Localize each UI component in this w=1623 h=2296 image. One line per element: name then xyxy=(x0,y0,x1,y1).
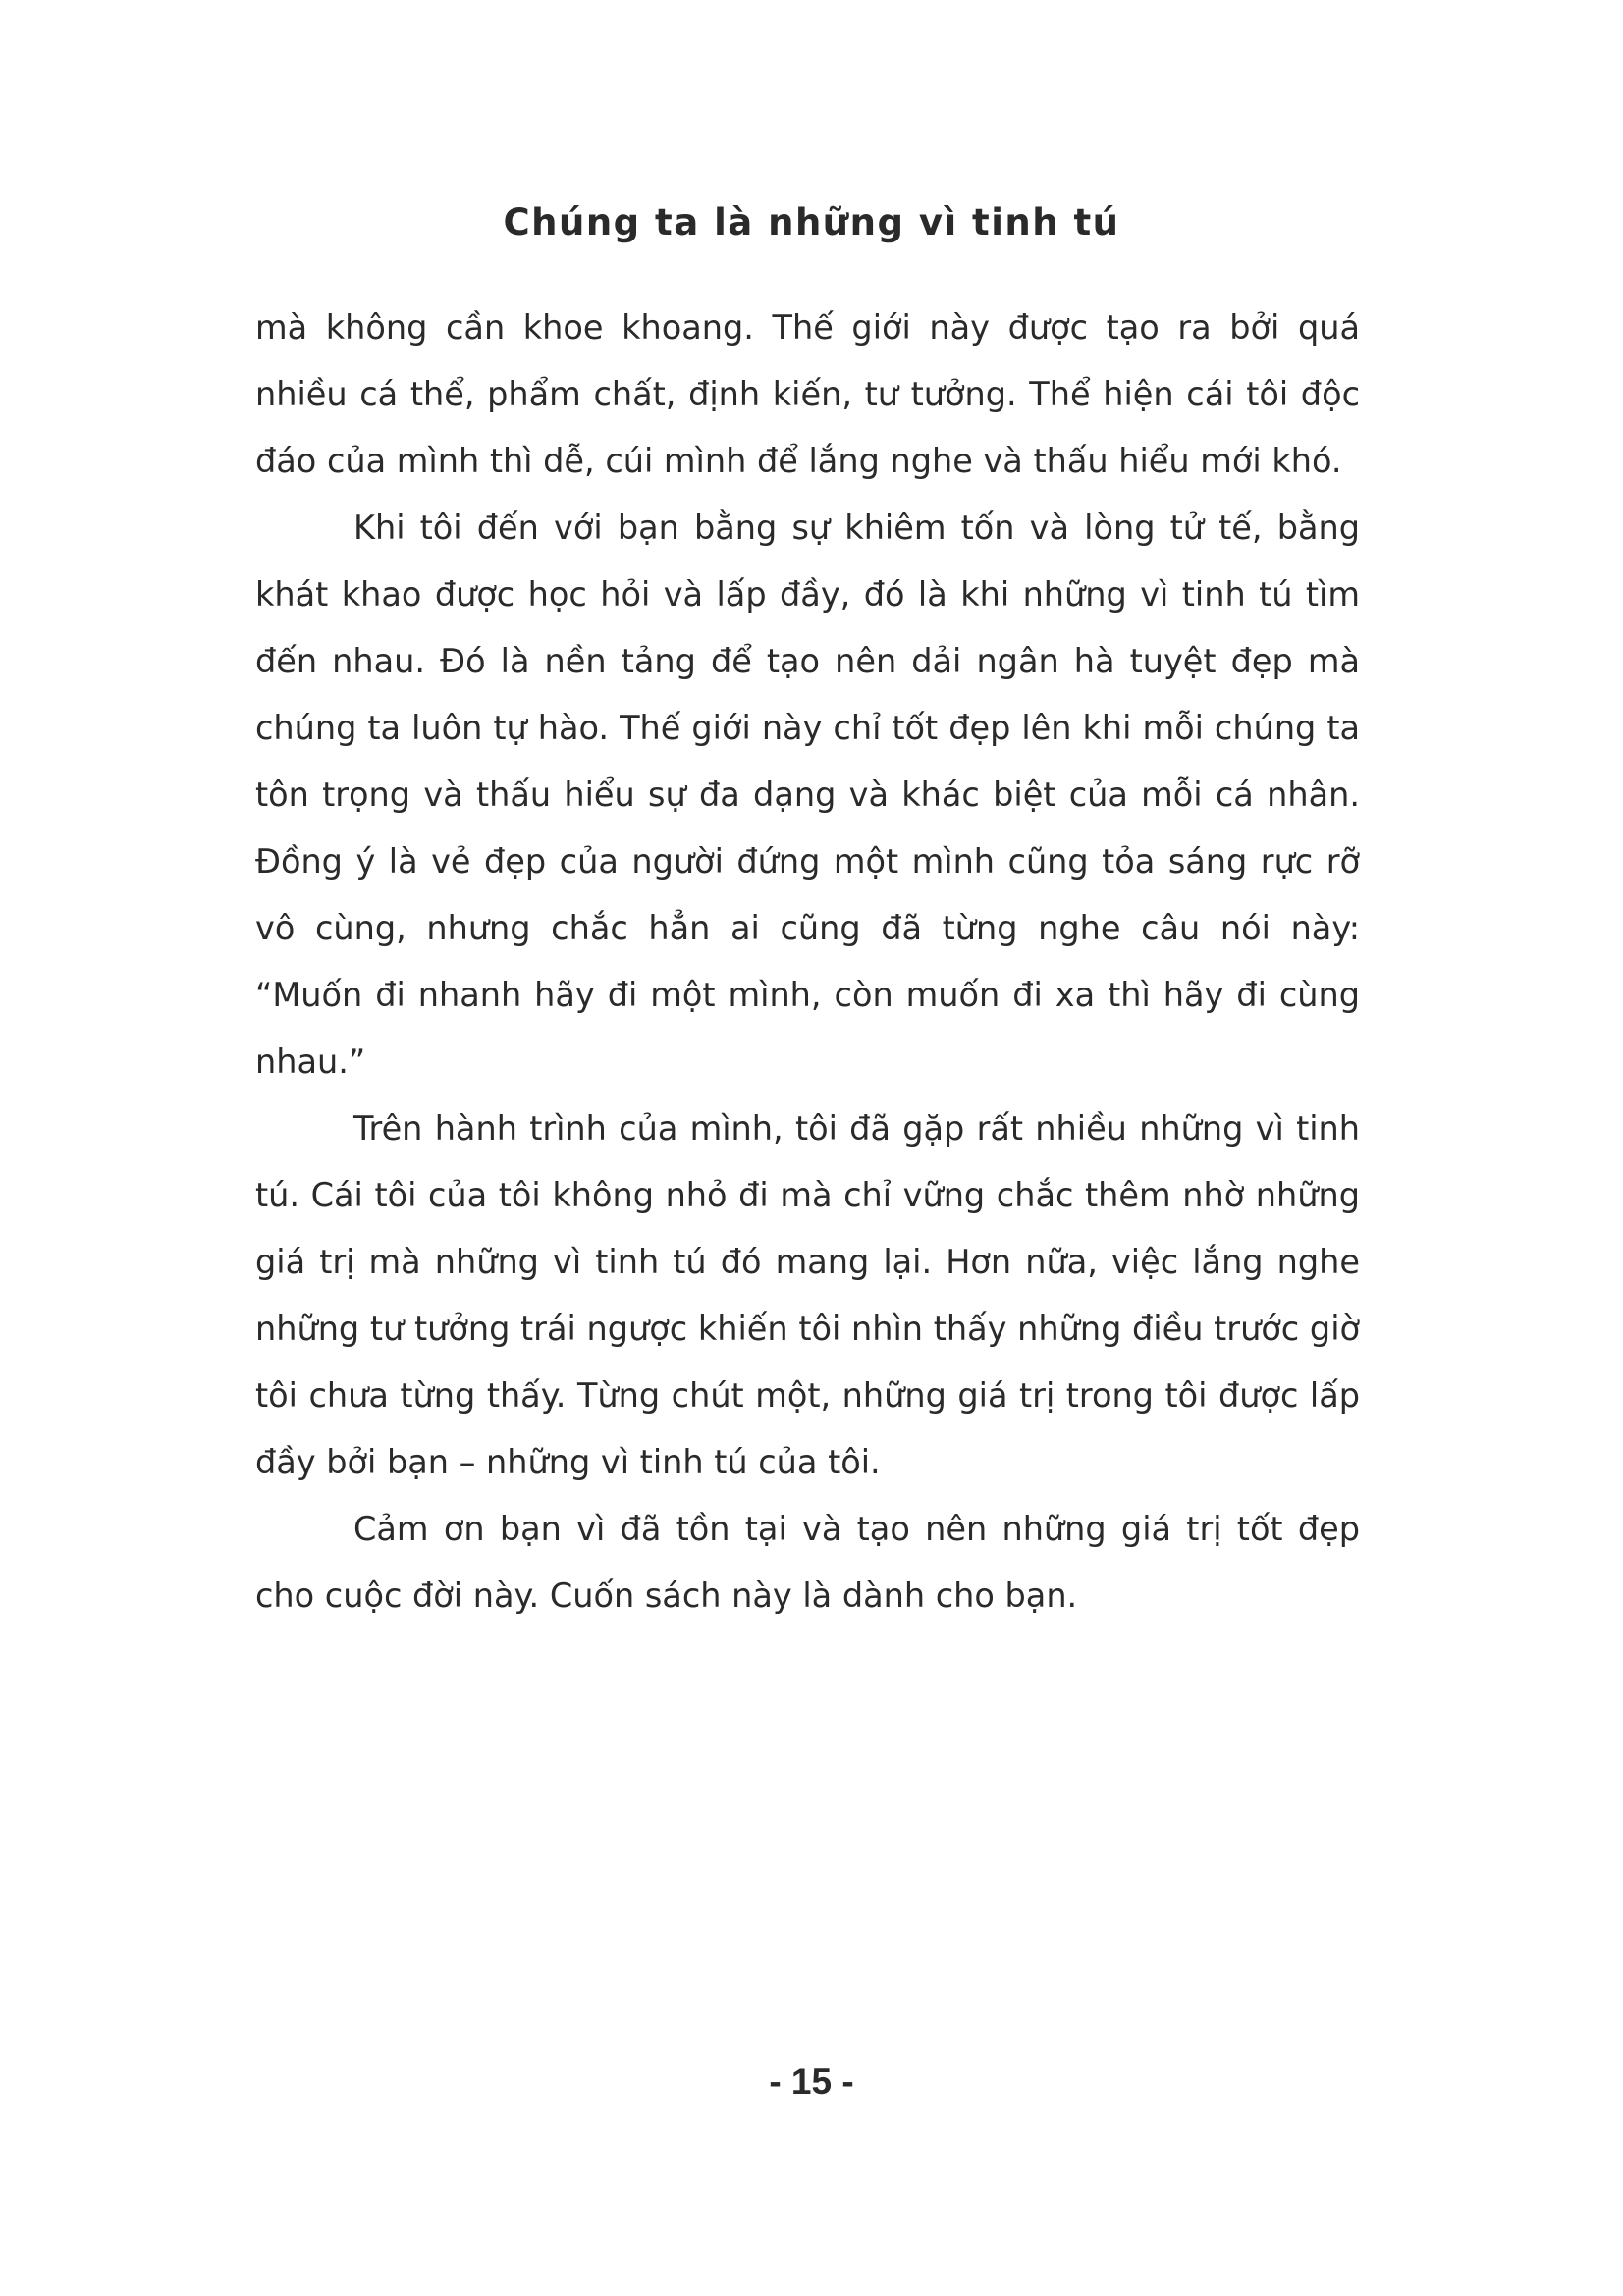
paragraph: Trên hành trình của mình, tôi đã gặp rất nhiều những vì tinh tú. Cái tôi của tôi không nhỏ đi mà chỉ vững chắc thêm nhờ những giá trị mà những vì tinh tú đó mang lại. Hơn nữa, việc lắng nghe những tư tưởng trái ngược khiến tôi nhìn thấy những điều trước giờ tôi chưa từng thấy. Từng chút một, những giá trị trong tôi được lấp đầy bởi bạn – những vì tinh tú của tôi. xyxy=(255,1109,1360,1481)
paragraph: Khi tôi đến với bạn bằng sự khiêm tốn và lòng tử tế, bằng khát khao được học hỏi và lấp đầy, đó là khi những vì tinh tú tìm đến nhau. Đó là nền tảng để tạo nên dải ngân hà tuyệt đẹp mà chúng ta luôn tự hào. Thế giới này chỉ tốt đẹp lên khi mỗi chúng ta tôn trọng và thấu hiểu sự đa dạng và khác biệt của mỗi cá nhân. Đồng ý là vẻ đẹp của người đứng một mình cũng tỏa sáng rực rỡ vô cùng, nhưng chắc hẳn ai cũng đã từng nghe câu nói này: “Muốn đi nhanh hãy đi một mình, còn muốn đi xa thì hãy đi cùng nhau.” xyxy=(255,508,1360,1081)
page-title: Chúng ta là những vì tinh tú xyxy=(503,201,1120,243)
body-text xyxy=(255,294,1360,1629)
paragraph: Cảm ơn bạn vì đã tồn tại và tạo nên những giá trị tốt đẹp cho cuộc đời này. Cuốn sách này là dành cho bạn. xyxy=(255,1510,1360,1615)
page-number: - 15 - xyxy=(769,2061,854,2102)
paragraph-continued: mà không cần khoe khoang. Thế giới này được tạo ra bởi quá nhiều cá thể, phẩm chất, định kiến, tư tưởng. Thể hiện cái tôi độc đáo của mình thì dễ, cúi mình để lắng nghe và thấu hiểu mới khó. xyxy=(255,308,1360,480)
